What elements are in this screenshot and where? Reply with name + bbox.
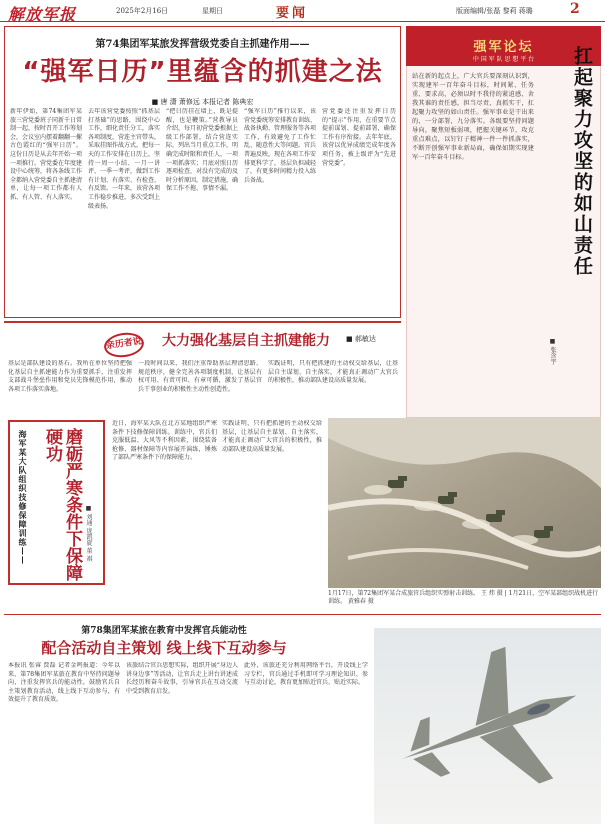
section-title: 要闻 (276, 6, 309, 21)
bottom-story-column: 该旅结合官兵思想实际，组织开展“身边人讲身边事”等活动，让官兵走上讲台讲述成长经历和奋斗故事，引导官兵在互动交流中受到教育启发。 (126, 662, 238, 695)
issue-date: 2025年2月16日 (116, 7, 169, 15)
top-story-column: 新年伊始，第74集团军某旅三营党委班子同新千日常制一起，按时召开工作筹划会，会议室内摆着翻翻一摞古色霞红的“强军日历”。这份日历是从去年开始一项一项推行。营党委在年度建设中心统筹，将各条线工作全都纳入营党委自主抓建清单，让每一项工作都有人抓、有人管、有人落实。 (10, 108, 82, 201)
vertical-story-headline: 磨砺严寒条件下保障硬功 (42, 428, 82, 581)
top-story-column: 去年该营党委按照“抓基层打基础”的思路，围绕中心工作，细化责任分工，落实各项制度，营连主官带头，采取挂图作战方式，把每一天的工作安排在日历上，坚持一周一小结、一月一讲评、一季一考评，做到工作有计划、有落实、有检查、有反馈。一年来，该营各项工作稳步推进，多次受到上级表扬。 (88, 108, 160, 210)
second-story-continued: 实践证明，只有把抓建的主动权交给基层，让基层自主谋划、自主落实，才能真正调动广大官兵的积极性，推动部队建设高质量发展。 (222, 420, 322, 453)
bottom-story-column: 本报讯 张睿 贾磊 记者金鸣报道：今年以来，第78集团军某旅在教育中坚持问题导向，注重发挥官兵的能动性，鼓励官兵自主策划教育活动，线上线下互动参与，有效提升了教育质效。 (8, 662, 120, 704)
second-story-column: 实践证明，只有把抓建的主动权交给基层，让基层自主谋划、自主落实，才能真正调动广大官兵的积极性，推动部队建设高质量发展。 (268, 360, 398, 385)
top-story-kicker: 第74集团军某旅发挥营级党委自主抓建作用—— (95, 39, 310, 50)
newspaper-logo: 解放军报 (8, 5, 77, 24)
bottom-divider (4, 614, 601, 615)
vertical-story-byline: ■ 刘通 庞凯旋 董 祺 (85, 505, 92, 562)
bottom-story-column: 此外，该旅还充分利用网络平台，开设线上学习专栏，官兵通过手机即可学习理论知识、参与互动讨论，教育更加贴近官兵、贴近实际。 (244, 662, 368, 687)
top-story-column: 营党委还注重发挥日历的“提示”作用，在重要节点提前谋划、提前部署，确保工作有序衔接。去年年底，该营以优异成绩完成年度各项任务，被上级评为“先进营党委”。 (322, 108, 396, 167)
eyewitness-stamp: 亲历者说 (103, 330, 146, 359)
vertical-story-kicker: 海军某大队组织技修保障训练—— (18, 430, 28, 565)
commentary-author: ■ 张含宇 (549, 338, 556, 365)
commentary-body: 站在新的起点上，广大官兵要深刻认识到，实现建军一百年奋斗目标，时间紧、任务重、要求高，必须以时不我待的紧迫感、舍我其谁的责任感，担当尽责、真抓实干，扛起聚力攻坚的如山责任。强军事业是干出来的，一分部署，九分落实。各级要坚持问题导向，聚焦短板弱项，把握关键环节，攻克重点难点，以钉钉子精神一件一件抓落实，不断开创强军事业新局面，确保如期实现建军一百年奋斗目标。 (412, 73, 534, 161)
tank-exercise-photo (328, 418, 601, 588)
issue-weekday: 星期日 (202, 7, 223, 15)
page-number: 2 (570, 1, 580, 17)
banner-subtitle: 中 国 军 队 思 想 平 台 (472, 56, 535, 63)
second-story-headline: 大力强化基层自主抓建能力 (162, 333, 330, 349)
masthead (0, 0, 605, 22)
fighter-jet-photo (374, 628, 601, 824)
commentary-headline: 扛起聚力攻坚的如山责任 (571, 46, 593, 277)
top-story-byline: ■ 唐 潇 萧修远 本报记者 陈典宏 (151, 98, 254, 106)
top-story-headline: “强军日历”里蕴含的抓建之法 (22, 57, 383, 87)
second-story-author: ■ 郝敏达 (346, 335, 376, 343)
second-story-column: 基层是部队建设的基石。我所在单位坚持把强化基层自主抓建能力作为重要抓手，注重发挥支部战斗堡垒作用和党员先锋模范作用，推动各项工作落实落地。 (8, 360, 132, 393)
top-story-column: “强军日历”推行以来，该营党委统筹安排教育训练、战备执勤、管理服务等各项工作，有效避免了工作忙乱、随意性大等问题。官兵普遍反映，现在各项工作安排更科学了，基层负担减轻了，有更多时间精力投入练兵备战。 (244, 108, 316, 184)
bottom-story-kicker: 第78集团军某旅在教育中发挥官兵能动性 (81, 626, 247, 636)
top-story-column: “把日历挂在墙上，既是提醒，也是鞭策。”营教导员介绍，每月初营党委根据上级工作部署，结合营连实际，列出当月重点工作，明确完成时限和责任人，一项一项抓落实；月底对照日历逐项检查，对没有完成的及时分析原因，制定措施，确保工作不拖、事情不漏。 (166, 108, 238, 193)
section-divider (4, 321, 401, 323)
page-editors: 版面编辑/张磊 黎莉 蒋璐 (456, 7, 533, 15)
banner-title: 强军论坛 (473, 40, 534, 55)
vertical-story-body: 近日，海军某大队在北方某地组织严寒条件下技修保障训练。训练中，官兵们克服低温、大风等不利因素，围绕装备抢修、器材保障等内容展开演练，锤炼了部队严寒条件下的保障能力。 (112, 420, 217, 462)
photo-caption: 1月17日，第72集团军某合成旅官兵组织实弹射击训练。 王 炜 摄 | 1月21日，空军某部组织战机进行训练。 黄雅春 摄 (328, 590, 599, 605)
bottom-story-headline: 配合活动自主策划 线上线下互动参与 (41, 639, 287, 657)
second-story-column: 一段时间以来，我们注重帮助基层理清思路、规范秩序，健全完善各项制度机制，让基层有权可用、有责可担、有章可循，激发了基层官兵干事创业的积极性主动性创造性。 (138, 360, 262, 393)
